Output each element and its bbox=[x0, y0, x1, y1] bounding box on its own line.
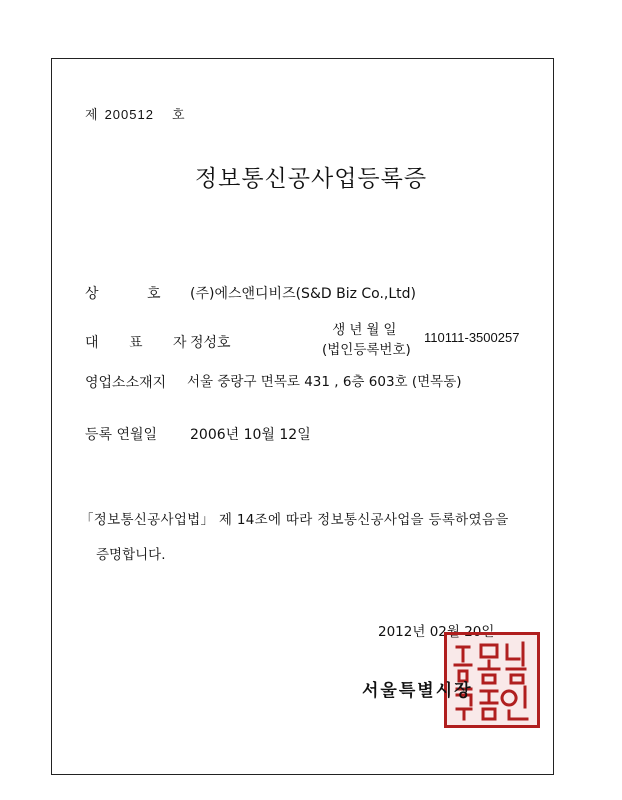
certification-text-line1: 「정보통신공사업법」 제 14조에 따라 정보통신공사업을 등록하였음을 bbox=[80, 512, 509, 528]
certification-text-line2: 증명합니다. bbox=[96, 547, 166, 563]
issue-date: 2012년 02월 20일 bbox=[378, 624, 495, 640]
registration-date-value: 2006년 10월 12일 bbox=[190, 427, 311, 443]
address-value: 서울 중랑구 면목로 431 , 6층 603호 (면목동) bbox=[187, 374, 462, 390]
number-value: 200512 bbox=[104, 107, 154, 122]
birth-registration-label bbox=[322, 320, 411, 360]
birth-label-line1: 생년월일 bbox=[332, 322, 401, 338]
certificate-number bbox=[85, 104, 186, 123]
issuer-name: 서울특별시장 bbox=[362, 681, 473, 701]
trade-name-value: (주)에스앤디비즈(S&D Biz Co.,Ltd) bbox=[190, 286, 417, 302]
representative-label: 대 표 자 bbox=[85, 335, 200, 351]
registration-date-label: 등록 연월일 bbox=[85, 427, 158, 443]
trade-name-label: 상 호 bbox=[85, 286, 183, 302]
address-label: 영업소소재지 bbox=[85, 375, 167, 391]
document-title: 정보통신공사업등록증 bbox=[194, 166, 428, 192]
birth-registration-value: 110111-3500257 bbox=[424, 330, 520, 345]
number-prefix: 제 bbox=[85, 108, 99, 123]
birth-label-line2: (법인등록번호) bbox=[322, 342, 411, 358]
number-suffix: 호 bbox=[171, 108, 186, 123]
representative-value: 정성호 bbox=[190, 335, 231, 351]
